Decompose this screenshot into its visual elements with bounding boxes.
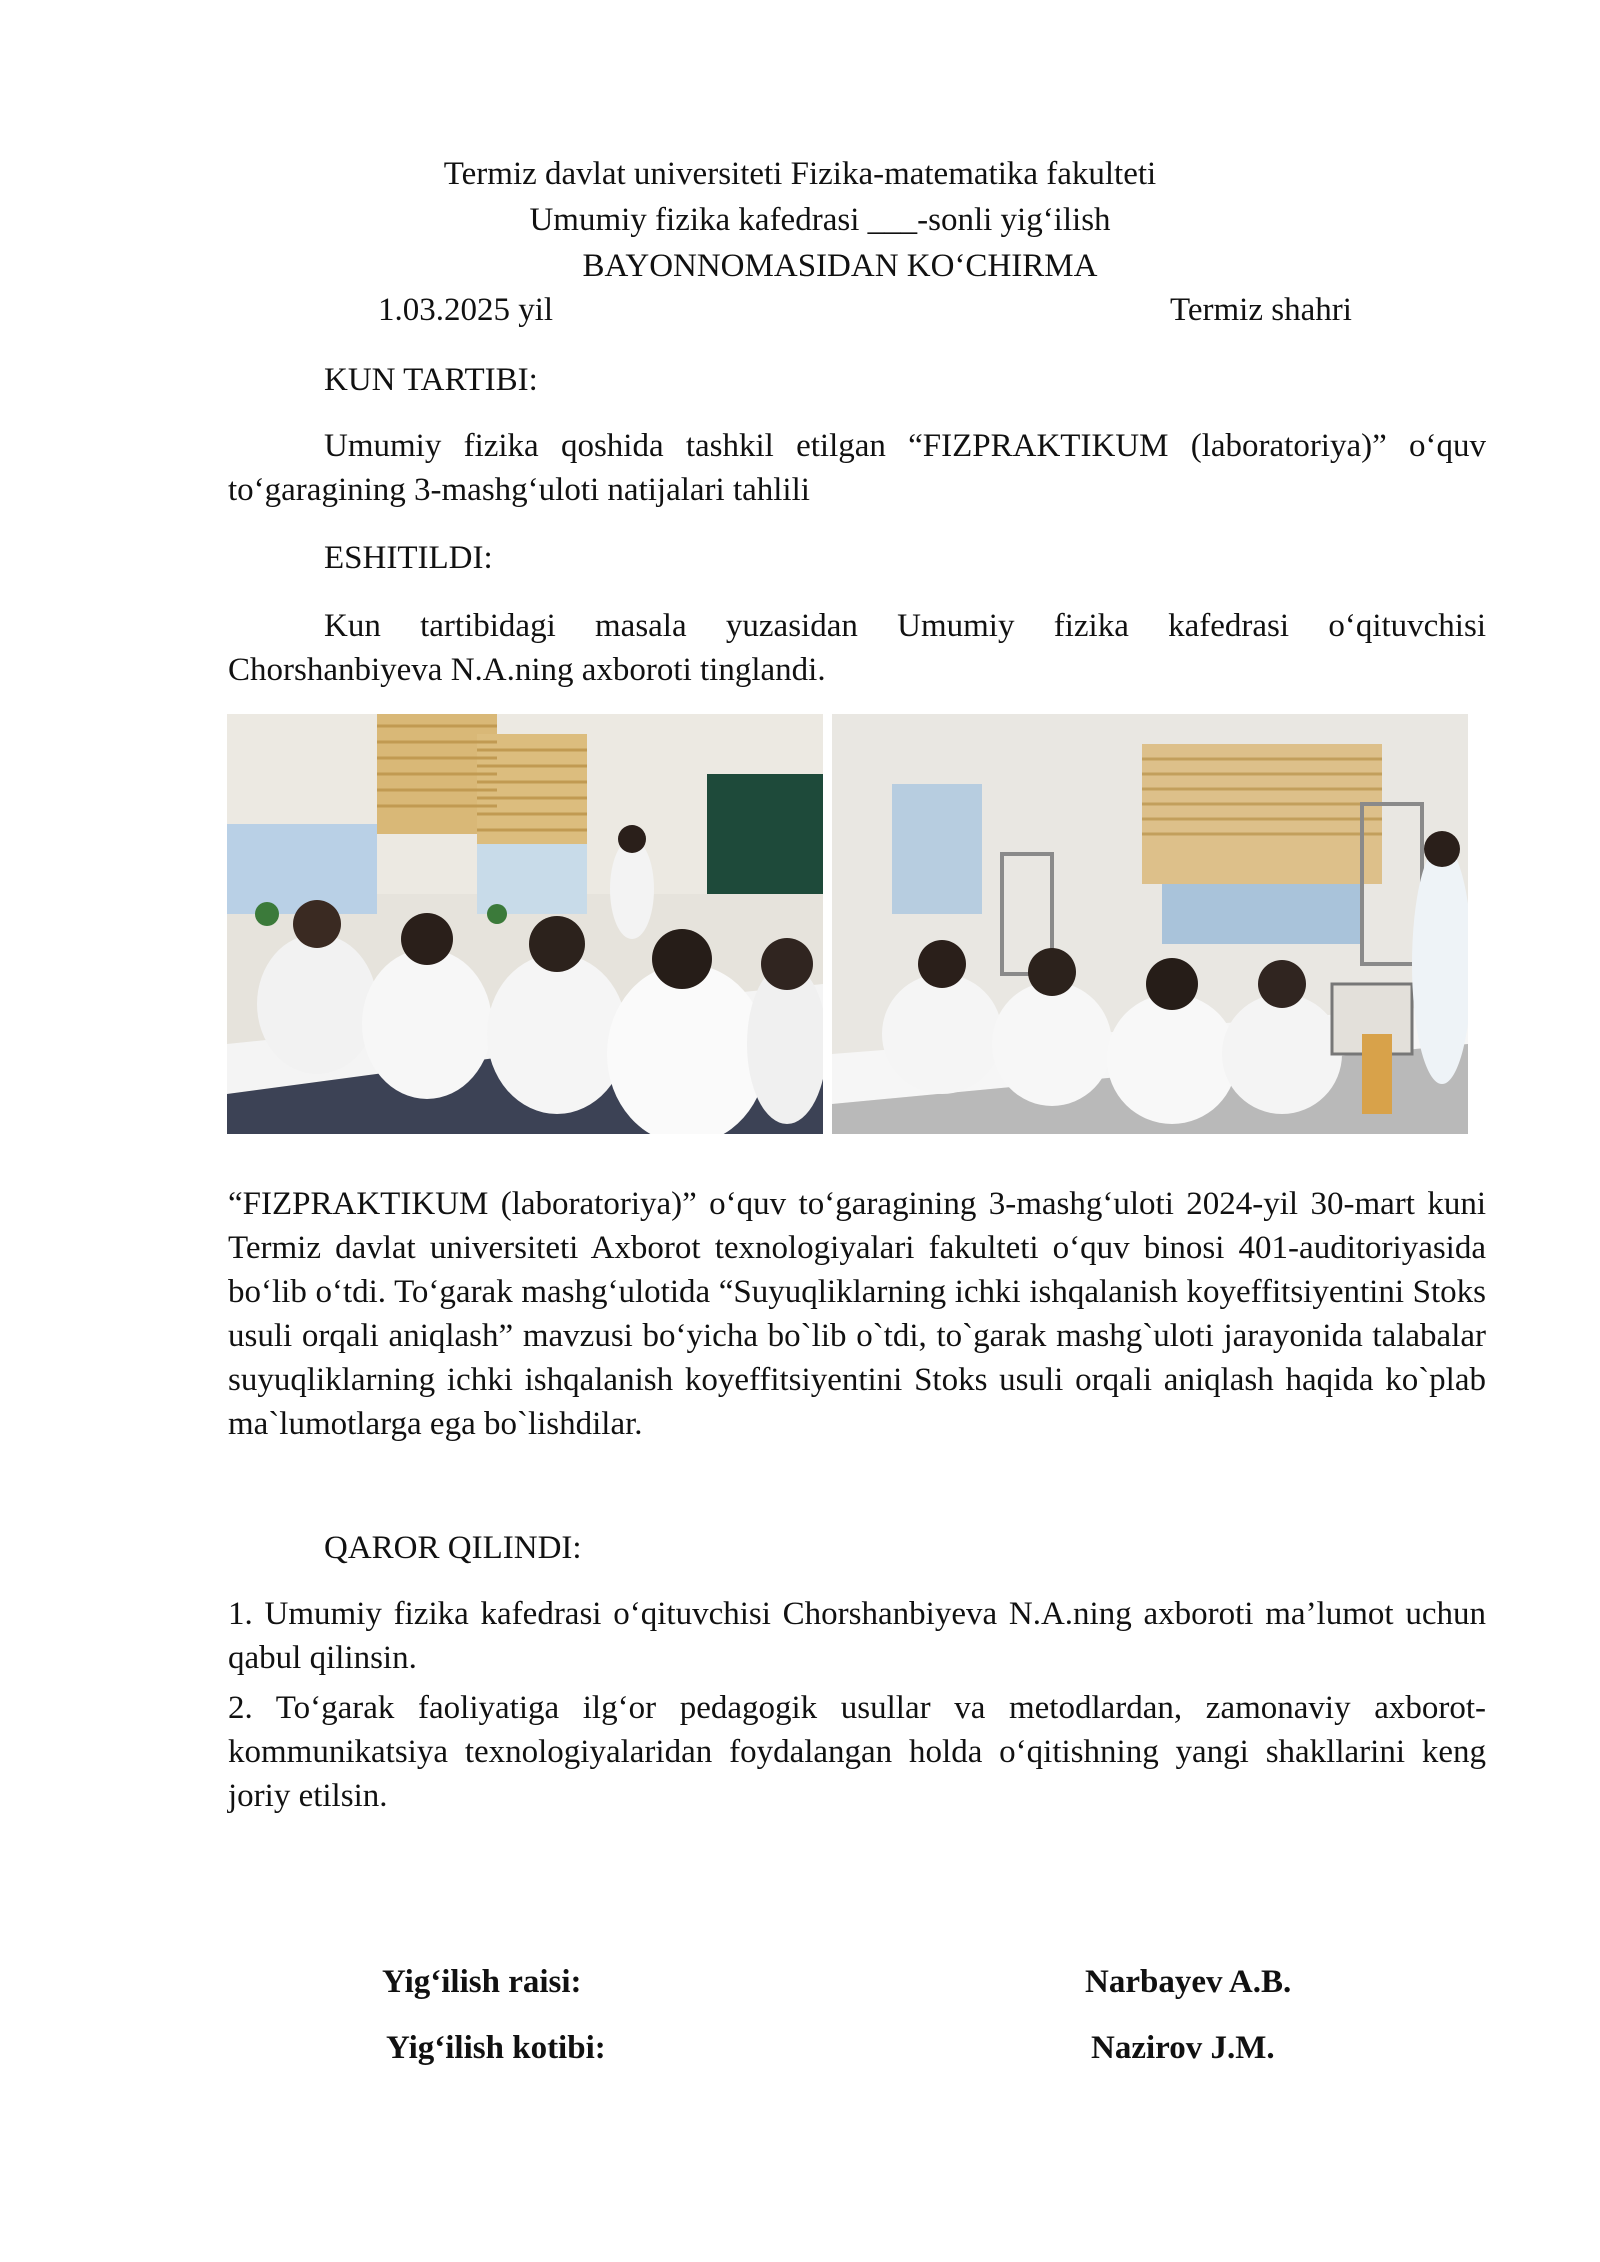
decision-heading: QAROR QILINDI: bbox=[324, 1530, 582, 1566]
chair-name: Narbayev A.B. bbox=[1085, 1964, 1292, 2000]
department-title: Umumiy fizika kafedrasi ___-sonli yig‘ilish bbox=[529, 202, 1111, 238]
classroom-photo-image bbox=[227, 714, 823, 1134]
agenda-text: Umumiy fizika qoshida tashkil etilgan “FIZPRAKTIKUM (laboratoriya)” o‘quv to‘garagining 3-mashg‘uloti natijalari tahlili bbox=[228, 428, 1486, 508]
secretary-name: Nazirov J.M. bbox=[1091, 2030, 1275, 2066]
classroom-photo bbox=[227, 714, 823, 1134]
decision-item-2: 2. To‘garak faoliyatiga ilg‘or pedagogik usullar va metodlardan, zamonaviy axborot-kommunikatsiya texnologiyalaridan foydalangan holda o‘qitishning yangi shakllarini keng joriy etilsin. bbox=[228, 1690, 1486, 1814]
chair-label: Yig‘ilish raisi: bbox=[382, 1964, 582, 2000]
laboratory-photo-image bbox=[832, 714, 1468, 1134]
document-place: Termiz shahri bbox=[1170, 292, 1352, 328]
laboratory-photo bbox=[832, 714, 1468, 1134]
decision-item-1: 1. Umumiy fizika kafedrasi o‘qituvchisi Chorshanbiyeva N.A.ning axboroti ma’lumot uchun qabul qilinsin. bbox=[228, 1596, 1486, 1676]
agenda-heading: KUN TARTIBI: bbox=[324, 362, 538, 398]
document-type: BAYONNOMASIDAN KO‘CHIRMA bbox=[582, 248, 1098, 284]
heard-heading: ESHITILDI: bbox=[324, 540, 493, 576]
report-text: “FIZPRAKTIKUM (laboratoriya)” o‘quv to‘garagining 3-mashg‘uloti 2024-yil 30-mart kuni Termiz davlat universiteti Axborot texnologiyalari fakulteti o‘quv binosi 401-auditoriyasida bo‘lib o‘tdi. To‘garak mashg‘ulotida “Suyuqliklarning ichki ishqalanish koyeffitsiyentini Stoks usuli orqali aniqlash” mavzusi bo‘yicha bo`lib o`tdi, to`garak mashg`uloti jarayonida talabalar suyuqliklarning ichki ishqalanish koyeffitsiyentini Stoks usuli orqali aniqlash haqida ko`plab ma`lumotlarga ega bo`lishdilar. bbox=[228, 1186, 1486, 1442]
secretary-label: Yig‘ilish kotibi: bbox=[386, 2030, 606, 2066]
heard-text: Kun tartibidagi masala yuzasidan Umumiy fizika kafedrasi o‘qituvchisi Chorshanbiyeva N.A.ning axboroti tinglandi. bbox=[228, 608, 1486, 688]
document-date: 1.03.2025 yil bbox=[378, 292, 554, 328]
university-title: Termiz davlat universiteti Fizika-matematika fakulteti bbox=[443, 156, 1157, 192]
